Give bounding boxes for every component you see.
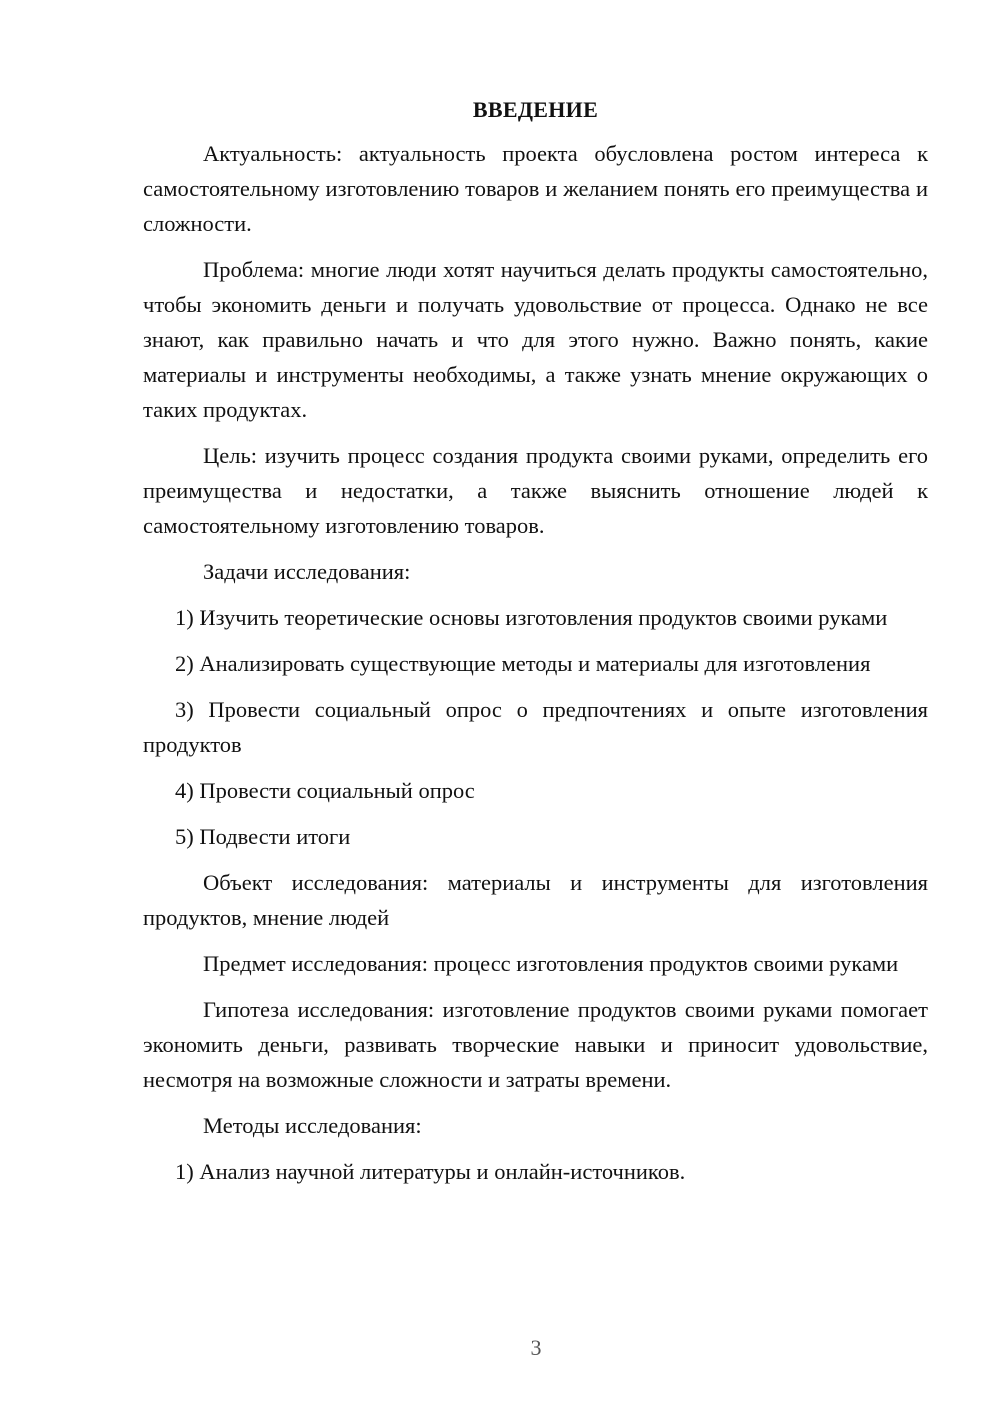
paragraph-object: Объект исследования: материалы и инструменты для изготовления продуктов, мнение людей — [143, 870, 928, 930]
paragraph-problem: Проблема: многие люди хотят научиться делать продукты самостоятельно, чтобы экономить деньги и получать удовольствие от процесса. Однако не все знают, как правильно начать и что для этого нужно. Важно понять, какие материалы и инструменты необходимы, а также узнать мнение окружающих о таких продуктах. — [143, 257, 928, 422]
paragraph-tasks-heading: Задачи исследования: — [203, 559, 411, 584]
paragraph-methods-heading: Методы исследования: — [203, 1113, 422, 1138]
task-item-1: 1) Изучить теоретические основы изготовления продуктов своими руками — [175, 605, 888, 630]
method-item-1: 1) Анализ научной литературы и онлайн-источников. — [175, 1159, 686, 1184]
document-page — [143, 96, 928, 1200]
page-number: 3 — [530, 1335, 542, 1360]
task-item-2: 2) Анализировать существующие методы и материалы для изготовления — [175, 651, 871, 676]
paragraph-subject: Предмет исследования: процесс изготовления продуктов своими руками — [203, 951, 899, 976]
task-item-4: 4) Провести социальный опрос — [175, 778, 475, 803]
section-title: ВВЕДЕНИЕ — [472, 97, 599, 122]
paragraph-relevance: Актуальность: актуальность проекта обусловлена ростом интереса к самостоятельному изготовлению товаров и желанием понять его преимущества и сложности. — [143, 141, 928, 236]
paragraph-hypothesis: Гипотеза исследования: изготовление продуктов своими руками помогает экономить деньги, развивать творческие навыки и приносит удовольствие, несмотря на возможные сложности и затраты времени. — [143, 997, 928, 1092]
task-item-5: 5) Подвести итоги — [175, 824, 351, 849]
paragraph-goal: Цель: изучить процесс создания продукта своими руками, определить его преимущества и недостатки, а также выяснить отношение людей к самостоятельному изготовлению товаров. — [143, 443, 928, 538]
task-item-3: 3) Провести социальный опрос о предпочтениях и опыте изготовления продуктов — [143, 697, 928, 757]
